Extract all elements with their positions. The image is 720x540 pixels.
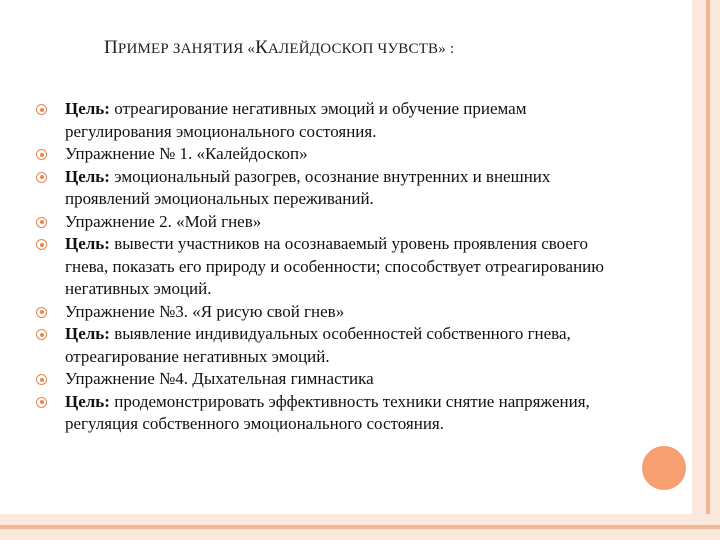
list-item [34,211,634,234]
goal-label: Цель: [65,166,110,186]
bullet-icon [36,172,47,183]
item-text: Упражнение №4. Дыхательная гимнастика [65,369,374,388]
bullet-icon [36,149,47,160]
list-item [34,301,634,324]
bullet-icon [36,329,47,340]
item-text: вывести участников на осознаваемый уровень проявления своего гнева, показать его природу и особенности; способствует отреагированию негативных эмоций. [65,234,604,298]
goal-label: Цель: [65,391,110,411]
decorative-frame-bottom-line [0,525,720,529]
title-first-letter: П [104,37,118,58]
item-text: Упражнение №3. «Я рисую свой гнев» [65,301,345,321]
item-text: отреагирование негативных эмоций и обучение приемам регулирования эмоционального состояния. [65,99,527,141]
list-item [34,98,634,143]
list-item [34,166,634,211]
title-rest: РИМЕР ЗАНЯТИЯ « [117,41,256,57]
item-text: эмоциональный разогрев, осознание внутренних и внешних проявлений эмоциональных переживаний. [65,166,551,208]
bullet-icon [36,374,47,385]
bullet-icon [36,397,47,408]
item-text: продемонстрировать эффективность техники снятие напряжения, регуляция собственного эмоционального состояния. [65,391,590,433]
goal-label: Цель: [65,234,110,253]
list-item [34,323,634,368]
item-text: выявление индивидуальных особенностей собственного гнева, отреагирование негативных эмоций. [65,324,571,366]
item-text: Упражнение 2. «Мой гнев» [65,211,262,231]
title-end: АЛЕЙДОСКОП ЧУВСТВ» : [268,41,455,57]
bullet-list [34,98,634,436]
item-text: Упражнение № 1. «Калейдоскоп» [65,144,308,163]
goal-label: Цель: [65,99,110,118]
decorative-circle [642,446,686,490]
list-item [34,391,634,436]
list-item [34,233,634,301]
bullet-icon [36,239,47,250]
goal-label: Цель: [65,324,110,343]
list-item [34,143,634,166]
bullet-icon [36,217,47,228]
list-item [34,368,634,391]
decorative-frame-right-line [706,0,710,540]
bullet-icon [36,307,47,318]
title-second-letter: К [255,37,268,58]
bullet-icon [36,104,47,115]
slide-title [104,37,664,59]
